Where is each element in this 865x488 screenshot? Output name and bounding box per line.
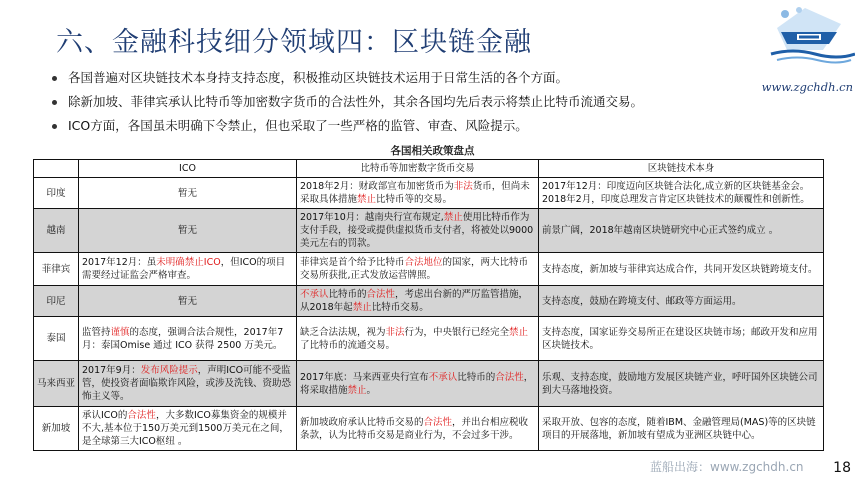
bullet-item: 各国普遍对区块链技术本身持支持态度，积极推动区块链技术运用于日常生活的各个方面。	[50, 66, 750, 90]
crypto-cell: 2017年底：马来西亚央行宣布不承认比特币的合法性，将采取措施禁止。	[297, 361, 539, 407]
header-blockchain: 区块链技术本身	[539, 160, 824, 178]
ico-cell: 承认ICO的合法性，大多数ICO募集资金的规模并不大,基本位于150万美元到1500万美元在之间，是全球第三大ICO枢纽 。	[79, 407, 297, 451]
ico-cell: 暂无	[79, 209, 297, 253]
footer-watermark: 蓝船出海：www.zgchdh.cn	[650, 460, 804, 474]
country-cell: 越南	[34, 209, 79, 253]
country-cell: 泰国	[34, 317, 79, 361]
blockchain-cell: 支持态度，国家证券交易所正在建设区块链市场；邮政开发和应用区块链技术。	[539, 317, 824, 361]
header-crypto: 比特币等加密数字货币交易	[297, 160, 539, 178]
table-caption: 各国相关政策盘点	[390, 145, 475, 157]
page-number: 18	[833, 460, 851, 476]
country-cell: 新加坡	[34, 407, 79, 451]
country-cell: 马来西亚	[34, 361, 79, 407]
ico-cell: 监管持谨慎的态度，强调合法合规性，2017年7月：泰国Omise 通过 ICO 获得 2500 万美元。	[79, 317, 297, 361]
table-row	[34, 361, 824, 407]
table-row	[34, 317, 824, 361]
table-row	[34, 178, 824, 209]
crypto-cell: 新加坡政府承认比特币交易的合法性，并出台相应税收条款，认为比特币交易是商业行为，不会过多干涉。	[297, 407, 539, 451]
policy-table	[33, 159, 824, 451]
crypto-cell: 不承认比特币的合法性，考虑出台新的严厉监管措施，从2018年起禁止比特币交易。	[297, 286, 539, 317]
ico-cell: 暂无	[79, 286, 297, 317]
crypto-cell: 菲律宾是首个给予比特币合法地位的国家，两大比特币交易所获批,正式发放运营牌照。	[297, 253, 539, 286]
ico-cell: 2017年12月：虽未明确禁止ICO，但ICO的项目需要经过证监会严格审查。	[79, 253, 297, 286]
table-header-row	[34, 160, 824, 178]
table-row	[34, 407, 824, 451]
crypto-cell: 2017年10月：越南央行宣布规定,禁止使用比特币作为支付手段，接受或提供虚拟货币支付者，将被处以9000美元左右的罚款。	[297, 209, 539, 253]
slide-title: 六、金融科技细分领域四：区块链金融	[56, 27, 532, 58]
header-country	[34, 160, 79, 178]
brand-logo	[763, 4, 855, 66]
blockchain-cell: 支持态度，鼓励在跨境支付、邮政等方面运用。	[539, 286, 824, 317]
bullet-list	[50, 66, 750, 138]
table-row	[34, 209, 824, 253]
country-cell: 菲律宾	[34, 253, 79, 286]
blockchain-cell: 前景广阔，2018年越南区块链研究中心正式签约成立 。	[539, 209, 824, 253]
bullet-item: ICO方面，各国虽未明确下令禁止，但也采取了一些严格的监管、审查、风险提示。	[50, 114, 750, 138]
country-cell: 印度	[34, 178, 79, 209]
blockchain-cell: 2017年12月：印度迈向区块链合法化,成立新的区块链基金会。2018年2月，印度总理发言肯定区块链技术的颠覆性和创新性。	[539, 178, 824, 209]
crypto-cell: 2018年2月：财政部宣布加密货币为非法货币，但尚未采取具体措施禁止比特币等的交易。	[297, 178, 539, 209]
ico-cell: 2017年9月：发布风险提示，声明ICO可能不受监管，使投资者面临欺诈风险，或涉及洗钱、资助恐怖主义等。	[79, 361, 297, 407]
crypto-cell: 缺乏合法法规，视为非法行为，中央银行已经完全禁止了比特币的流通交易。	[297, 317, 539, 361]
header-ico: ICO	[79, 160, 297, 178]
blockchain-cell: 支持态度，新加坡与菲律宾达成合作，共同开发区块链跨境支付。	[539, 253, 824, 286]
bullet-item: 除新加坡、菲律宾承认比特币等加密数字货币的合法性外，其余各国均先后表示将禁止比特币流通交易。	[50, 90, 750, 114]
country-cell: 印尼	[34, 286, 79, 317]
ico-cell: 暂无	[79, 178, 297, 209]
blockchain-cell: 采取开放、包容的态度，随着IBM、金融管理局(MAS)等的区块链项目的开展落地，新加坡有望成为亚洲区块链中心。	[539, 407, 824, 451]
table-row	[34, 253, 824, 286]
blockchain-cell: 乐观、支持态度，鼓励地方发展区块链产业，呼吁国外区块链公司到大马落地投资。	[539, 361, 824, 407]
table-row	[34, 286, 824, 317]
site-url[interactable]: www.zgchdh.cn	[761, 80, 853, 94]
